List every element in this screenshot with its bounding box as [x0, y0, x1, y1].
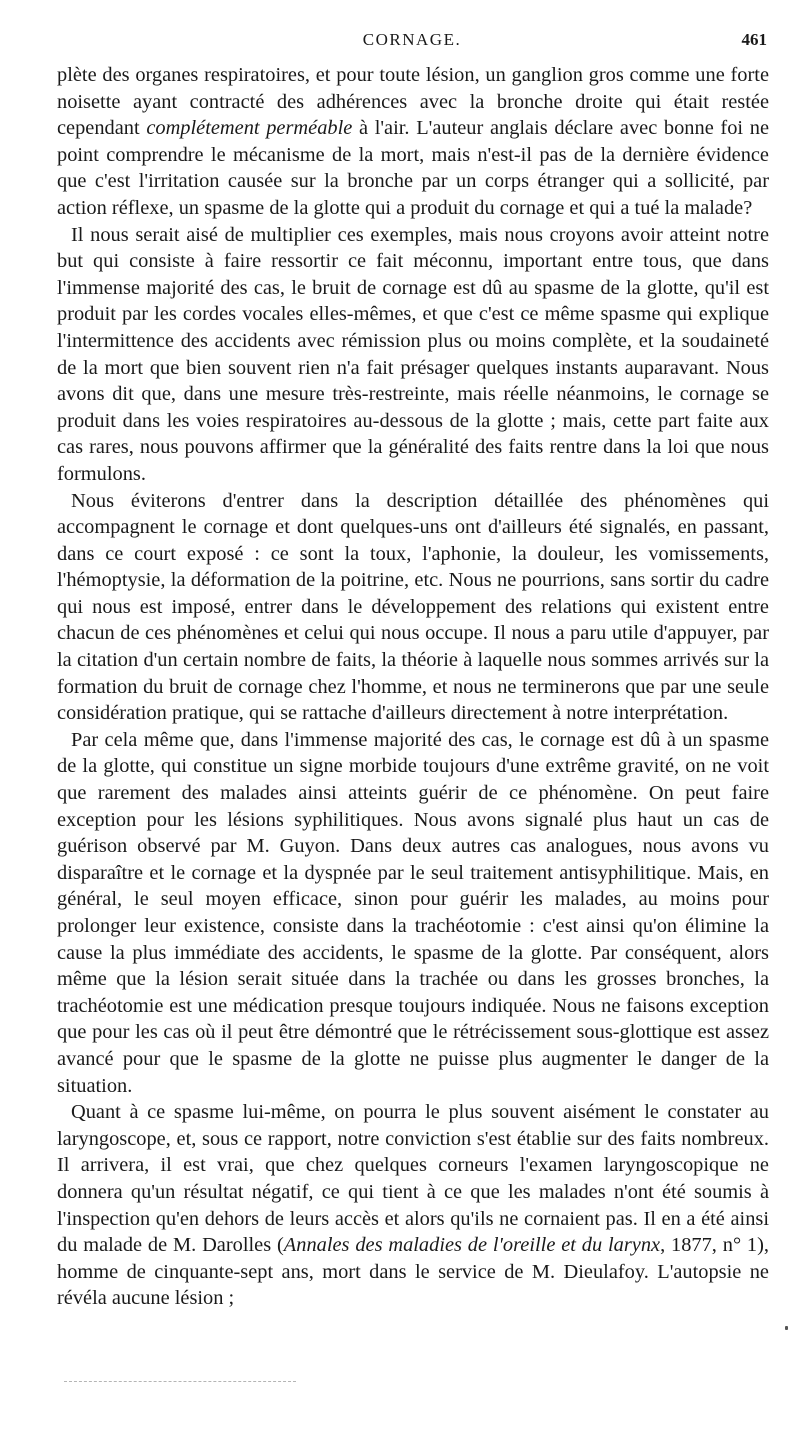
print-speck	[785, 1326, 788, 1330]
paragraph-text: , 1877, n° 1), homme de cinquante-sept ans, mort dans le service de M. Dieulafoy. L'autopsie ne révéla aucune lésion ;	[57, 1234, 770, 1310]
paragraph-text: Quant à ce spasme lui-même, on pourra le plus souvent aisément le constater au laryngoscope, et, sous ce rapport, notre conviction s'est établie sur des faits nombreux. Il arrivera, il est vrai, que chez quelques corneurs l'examen laryngoscopique ne donnera qu'un résultat négatif, ce qui tient à ce que les malades n'ont été soumis à l'inspection qu'en dehors de leurs accès et alors qu'ils ne cornaient pas. Il en a été ainsi du malade de M. Darolles (	[57, 1101, 769, 1257]
running-title: CORNAGE.	[362, 30, 462, 49]
paragraph	[57, 62, 769, 222]
italic-text: Annales des maladies de l'oreille et du larynx	[283, 1234, 661, 1257]
paragraph	[57, 727, 769, 1099]
paragraph-text: Par cela même que, dans l'immense majorité des cas, le cornage est dû à un spasme de la glotte, qui constitue un signe morbide toujours d'une extrême gravité, on ne voit que rarement des malades ainsi atteints guérir de ce phénomène. On peut faire exception pour les lésions syphilitiques. Nous avons signalé plus haut un cas de guérison observé par M. Guyon. Dans deux autres cas analogues, nous avons vu disparaître et le cornage et la dyspnée par le seul traitement antisyphilitique. Mais, en général, le seul moyen efficace, sinon pour guérir les malades, au moins pour prolonger leur existence, consiste dans la trachéotomie : c'est ainsi qu'on élimine la cause la plus immédiate des accidents, le spasme de la glotte. Par conséquent, alors même que la lésion serait située dans la trachée ou dans les grosses bronches, la trachéotomie est une médication presque toujours indiquée. Nous ne faisons exception que pour les cas où il peut être démontré que le rétrécissement sous-glottique est assez avancé pour que le spasme de la glotte ne puisse plus augmenter le danger de la situation.	[57, 728, 769, 1097]
page-number: 461	[741, 30, 767, 49]
footer-rule	[64, 1381, 296, 1383]
paragraph-text: à l'air. L'auteur anglais déclare avec bonne foi ne point comprendre le mécanisme de la mort, mais n'est-il pas de la dernière évidence que c'est l'irritation causée sur la bronche par un corps étranger qui a sollicité, par action réflexe, un spasme de la glotte qui a produit du cornage et qui a tué la malade?	[57, 117, 769, 219]
paragraph-text: plète des organes respiratoires, et pour toute lésion, un ganglion gros comme une forte noisette ayant contracté des adhérences avec la bronche droite qui était restée cependant	[57, 64, 769, 140]
paragraph	[57, 222, 769, 488]
italic-text: complétement perméable	[146, 117, 353, 140]
running-head	[57, 30, 767, 58]
paragraph	[57, 1099, 769, 1312]
paragraph-text: Il nous serait aisé de multiplier ces exemples, mais nous croyons avoir atteint notre but qui consiste à faire ressortir ce fait méconnu, important entre tous, que dans l'immense majorité des cas, le bruit de cornage est dû au spasme de la glotte, qu'il est produit par les cordes vocales elles-mêmes, et que c'est ce même spasme qui explique l'intermittence des accidents avec rémission plus ou moins complète, et la soudaineté de la mort que bien souvent rien n'a fait présager quelques instants auparavant. Nous avons dit que, dans une mesure très-restreinte, mais réelle néanmoins, le cornage se produit dans les voies respiratoires au-dessous de la glotte ; mais, cette part faite aux cas rares, nous pouvons affirmer que la généralité des faits rentre dans la loi que nous formulons.	[57, 223, 769, 485]
body-text	[57, 62, 769, 1312]
paragraph-text: Nous éviterons d'entrer dans la description détaillée des phénomènes qui accompagnent le cornage et dont quelques-uns ont d'ailleurs été signalés, en passant, dans ce court exposé : ce sont la toux, l'aphonie, la douleur, les vomissements, l'hémoptysie, la déformation de la poitrine, etc. Nous ne pourrions, sans sortir du cadre qui nous est imposé, entrer dans le développement des relations qui existent entre chacun de ces phénomènes et celui qui nous occupe. Il nous a paru utile d'appuyer, par la citation d'un certain nombre de faits, la théorie à laquelle nous sommes arrivés sur la formation du bruit de cornage chez l'homme, et nous ne terminerons que par une seule considération pratique, qui se rattache d'ailleurs directement à notre interprétation.	[57, 489, 769, 725]
paragraph	[57, 488, 769, 727]
